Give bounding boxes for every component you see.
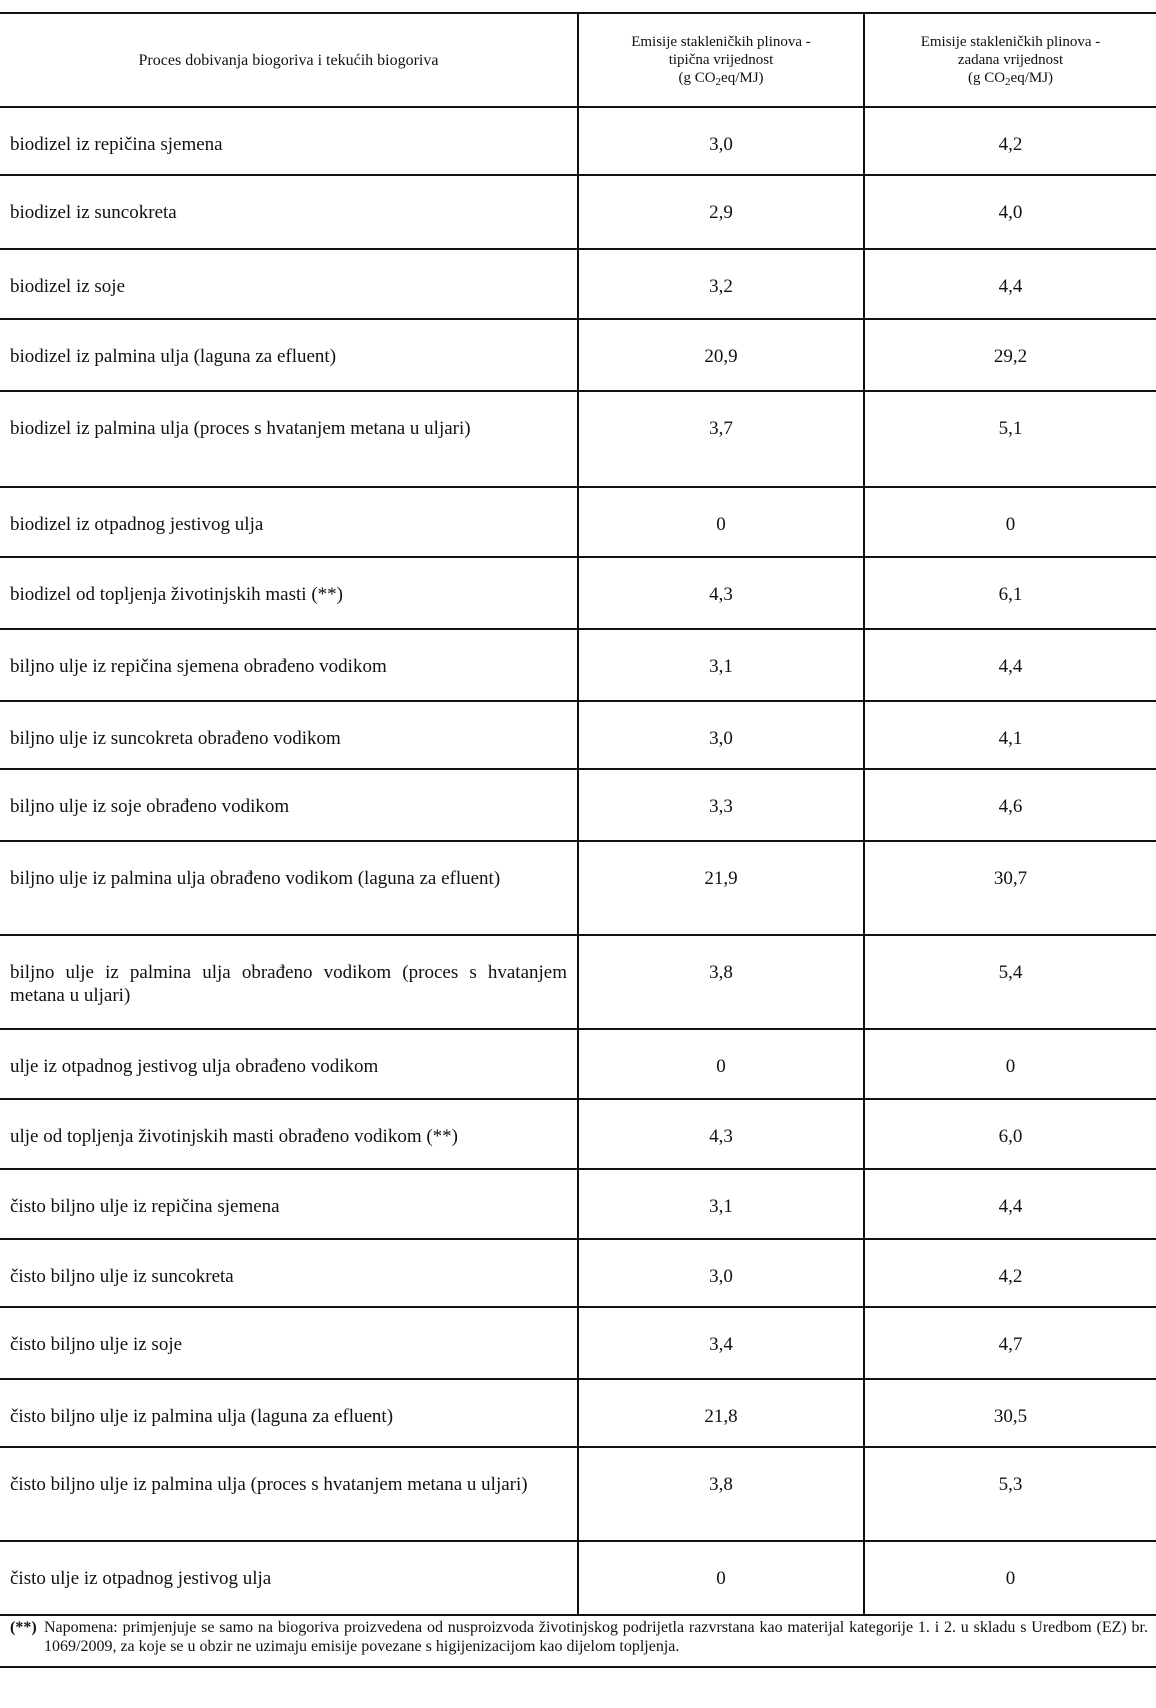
table-row bbox=[0, 1379, 1156, 1447]
default-value-cell: 4,4 bbox=[864, 629, 1156, 701]
typical-value-cell: 4,3 bbox=[578, 1099, 864, 1169]
table-row bbox=[0, 1099, 1156, 1169]
table-row bbox=[0, 701, 1156, 769]
default-value-cell: 4,4 bbox=[864, 249, 1156, 319]
table-row bbox=[0, 1169, 1156, 1239]
table-row bbox=[0, 391, 1156, 487]
table-row bbox=[0, 319, 1156, 391]
process-cell: biodizel iz palmina ulja (proces s hvatanjem metana u uljari) bbox=[0, 391, 578, 487]
process-cell: čisto biljno ulje iz repičina sjemena bbox=[0, 1169, 578, 1239]
process-cell: biljno ulje iz soje obrađeno vodikom bbox=[0, 769, 578, 841]
process-cell: biodizel iz suncokreta bbox=[0, 175, 578, 249]
default-value-cell: 30,5 bbox=[864, 1379, 1156, 1447]
process-cell: ulje iz otpadnog jestivog ulja obrađeno vodikom bbox=[0, 1029, 578, 1099]
table-row bbox=[0, 175, 1156, 249]
table-row bbox=[0, 249, 1156, 319]
table-row bbox=[0, 1447, 1156, 1541]
default-value-cell: 0 bbox=[864, 1541, 1156, 1615]
typical-value-cell: 0 bbox=[578, 1029, 864, 1099]
table-row bbox=[0, 1029, 1156, 1099]
typical-value-cell: 3,1 bbox=[578, 629, 864, 701]
header-typical-value bbox=[578, 13, 864, 107]
typical-value-cell: 3,4 bbox=[578, 1307, 864, 1379]
typical-value-cell: 3,7 bbox=[578, 391, 864, 487]
default-value-cell: 29,2 bbox=[864, 319, 1156, 391]
table-row bbox=[0, 1239, 1156, 1307]
default-value-cell: 6,1 bbox=[864, 557, 1156, 629]
process-cell: biodizel iz otpadnog jestivog ulja bbox=[0, 487, 578, 557]
process-cell: biodizel iz soje bbox=[0, 249, 578, 319]
process-cell: biodizel iz palmina ulja (laguna za efluent) bbox=[0, 319, 578, 391]
table-row bbox=[0, 935, 1156, 1029]
table-row bbox=[0, 557, 1156, 629]
process-cell: čisto ulje iz otpadnog jestivog ulja bbox=[0, 1541, 578, 1615]
header-process: Proces dobivanja biogoriva i tekućih biogoriva bbox=[0, 13, 578, 107]
header-default-value bbox=[864, 13, 1156, 107]
header-typical-unit: (g $CO_2eq/MJ$) bbox=[678, 70, 764, 88]
process-cell: biljno ulje iz palmina ulja obrađeno vodikom (laguna za efluent) bbox=[0, 841, 578, 935]
typical-value-cell: 3,8 bbox=[578, 1447, 864, 1541]
emissions-table bbox=[0, 12, 1156, 1616]
typical-value-cell: 3,0 bbox=[578, 1239, 864, 1307]
typical-value-cell: 3,2 bbox=[578, 249, 864, 319]
process-cell: biljno ulje iz suncokreta obrađeno vodikom bbox=[0, 701, 578, 769]
typical-value-cell: 3,1 bbox=[578, 1169, 864, 1239]
process-cell: biljno ulje iz repičina sjemena obrađeno vodikom bbox=[0, 629, 578, 701]
typical-value-cell: 3,0 bbox=[578, 107, 864, 175]
typical-value-cell: 3,3 bbox=[578, 769, 864, 841]
process-cell: čisto biljno ulje iz suncokreta bbox=[0, 1239, 578, 1307]
header-typical-line2: tipična vrijednost bbox=[668, 52, 774, 68]
process-cell: biodizel od topljenja životinjskih masti (**) bbox=[0, 557, 578, 629]
default-value-cell: 5,4 bbox=[864, 935, 1156, 1029]
default-value-cell: 4,4 bbox=[864, 1169, 1156, 1239]
typical-value-cell: 0 bbox=[578, 1541, 864, 1615]
process-cell: čisto biljno ulje iz palmina ulja (proces s hvatanjem metana u uljari) bbox=[0, 1447, 578, 1541]
default-value-cell: 4,2 bbox=[864, 107, 1156, 175]
footnote bbox=[0, 1618, 1156, 1668]
default-value-cell: 4,0 bbox=[864, 175, 1156, 249]
default-value-cell: 30,7 bbox=[864, 841, 1156, 935]
process-cell: ulje od topljenja životinjskih masti obrađeno vodikom (**) bbox=[0, 1099, 578, 1169]
table-row bbox=[0, 1541, 1156, 1615]
header-default-line2: zadana vrijednost bbox=[957, 52, 1064, 68]
typical-value-cell: 3,8 bbox=[578, 935, 864, 1029]
default-value-cell: 6,0 bbox=[864, 1099, 1156, 1169]
default-value-cell: 0 bbox=[864, 487, 1156, 557]
typical-value-cell: 0 bbox=[578, 487, 864, 557]
default-value-cell: 5,3 bbox=[864, 1447, 1156, 1541]
default-value-cell: 0 bbox=[864, 1029, 1156, 1099]
process-cell: biljno ulje iz palmina ulja obrađeno vodikom (proces s hvatanjem metana u uljari) bbox=[0, 935, 578, 1029]
typical-value-cell: 2,9 bbox=[578, 175, 864, 249]
typical-value-cell: 3,0 bbox=[578, 701, 864, 769]
default-value-cell: 4,1 bbox=[864, 701, 1156, 769]
default-value-cell: 4,2 bbox=[864, 1239, 1156, 1307]
table-header-row bbox=[0, 13, 1156, 107]
typical-value-cell: 4,3 bbox=[578, 557, 864, 629]
header-default-unit: (g $CO_2eq/MJ$) bbox=[967, 70, 1054, 88]
table-row bbox=[0, 487, 1156, 557]
header-default-line1: Emisije stakleničkih plinova - bbox=[920, 34, 1101, 50]
process-cell: čisto biljno ulje iz soje bbox=[0, 1307, 578, 1379]
typical-value-cell: 21,8 bbox=[578, 1379, 864, 1447]
footnote-text: Napomena: primjenjuje se samo na biogoriva proizvedena od nusproizvoda životinjskog podrijetla razvrstana kao materijal kategorije 1. i 2. u skladu s Uredbom (EZ) br. 1069/2009, za koje se u obzir ne uzimaju emisije povezane s higijenizacijom kao dijelom topljenja. bbox=[44, 1619, 1148, 1655]
table-row bbox=[0, 107, 1156, 175]
typical-value-cell: 20,9 bbox=[578, 319, 864, 391]
typical-value-cell: 21,9 bbox=[578, 841, 864, 935]
table-row bbox=[0, 841, 1156, 935]
process-cell: biodizel iz repičina sjemena bbox=[0, 107, 578, 175]
default-value-cell: 5,1 bbox=[864, 391, 1156, 487]
table-row bbox=[0, 1307, 1156, 1379]
table-row bbox=[0, 769, 1156, 841]
table-row bbox=[0, 629, 1156, 701]
header-typical-line1: Emisije stakleničkih plinova - bbox=[631, 34, 811, 50]
default-value-cell: 4,7 bbox=[864, 1307, 1156, 1379]
footnote-mark: (**) bbox=[10, 1619, 37, 1636]
process-cell: čisto biljno ulje iz palmina ulja (laguna za efluent) bbox=[0, 1379, 578, 1447]
default-value-cell: 4,6 bbox=[864, 769, 1156, 841]
